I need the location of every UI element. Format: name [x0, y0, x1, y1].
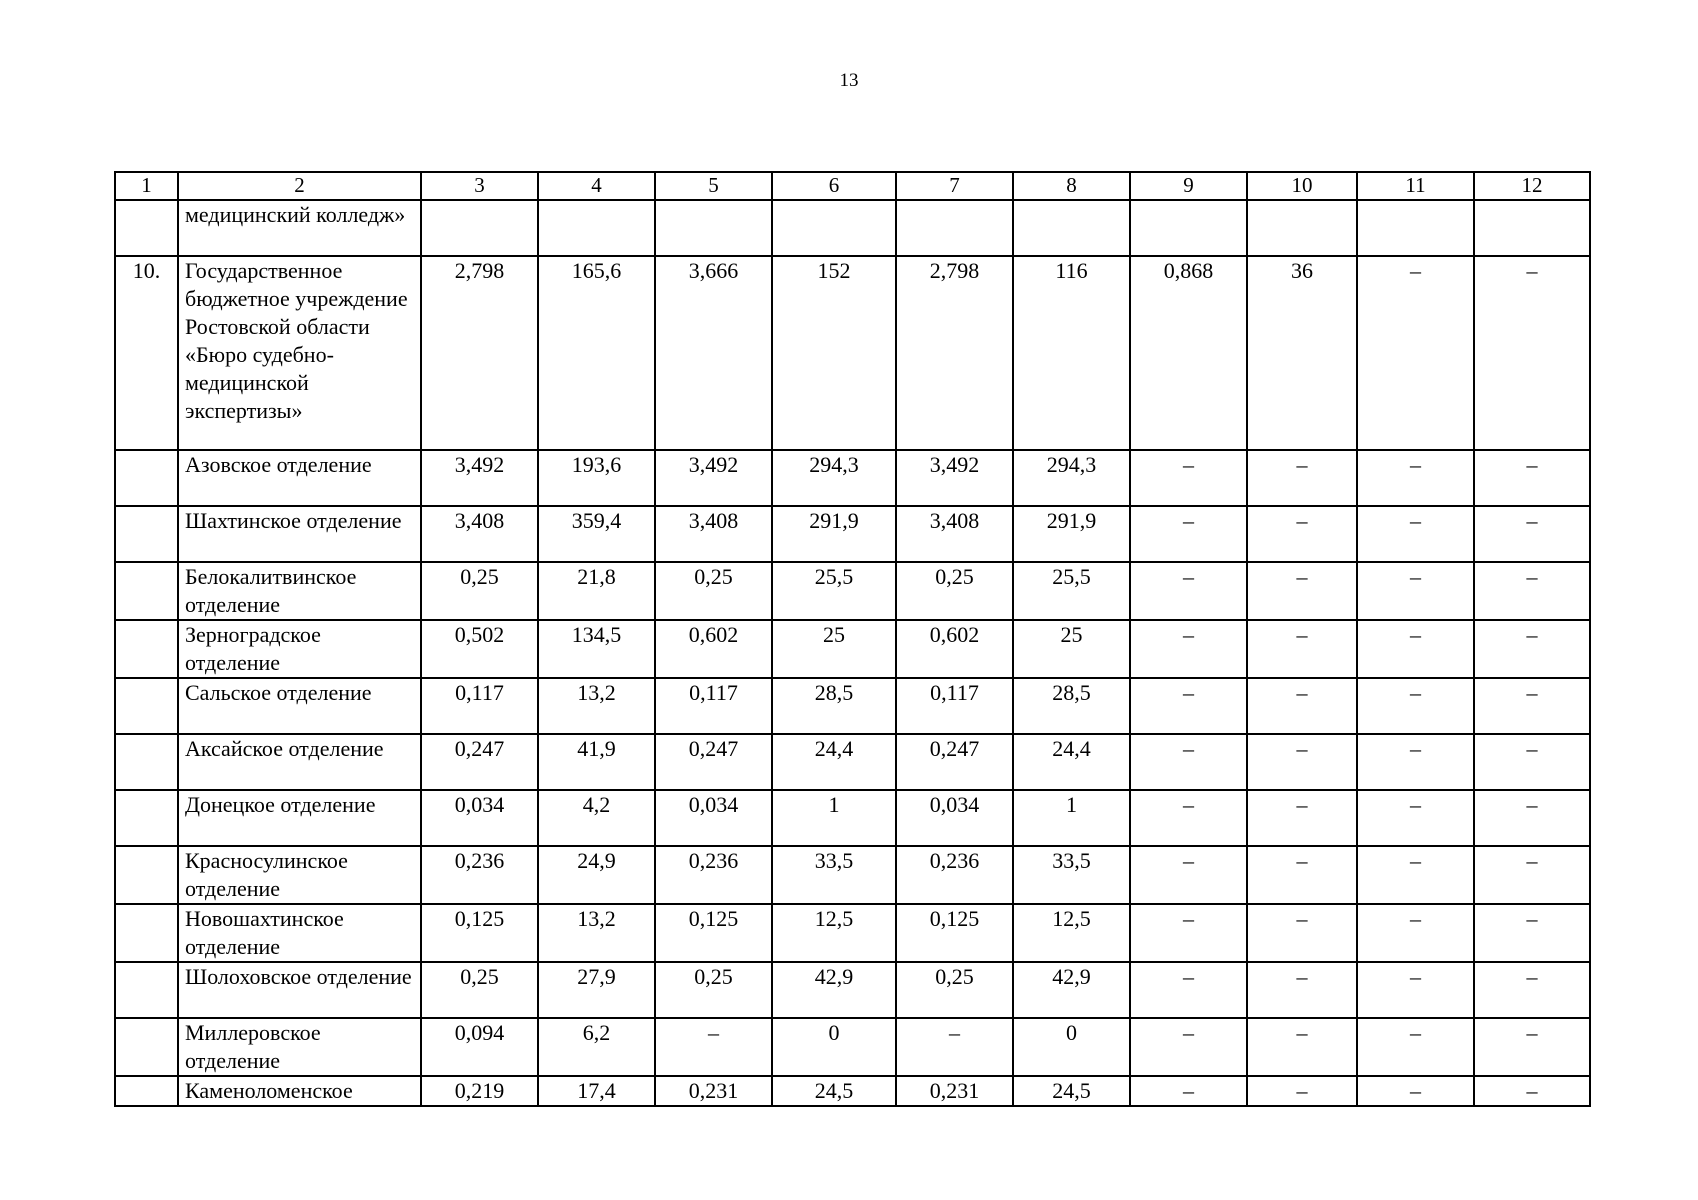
value-cell: 0,25 [896, 962, 1013, 1018]
value-cell: 0,25 [421, 962, 538, 1018]
value-cell: 4,2 [538, 790, 655, 846]
column-header: 6 [772, 172, 896, 200]
value-cell: – [1130, 734, 1247, 790]
value-cell: 0,034 [896, 790, 1013, 846]
value-cell: – [1130, 678, 1247, 734]
value-cell: 25 [772, 620, 896, 678]
row-number: 10. [115, 256, 178, 450]
value-cell: – [1357, 506, 1474, 562]
column-header: 8 [1013, 172, 1130, 200]
table-row [115, 200, 1590, 256]
value-cell: – [1247, 678, 1357, 734]
value-cell: 36 [1247, 256, 1357, 450]
value-cell: – [1130, 962, 1247, 1018]
value-cell: 3,408 [896, 506, 1013, 562]
value-cell: – [1130, 904, 1247, 962]
value-cell: – [1247, 904, 1357, 962]
value-cell: 6,2 [538, 1018, 655, 1076]
value-cell: 3,666 [655, 256, 772, 450]
value-cell [772, 200, 896, 256]
column-header: 1 [115, 172, 178, 200]
value-cell: 0,236 [896, 846, 1013, 904]
value-cell: 0,247 [655, 734, 772, 790]
value-cell: – [1357, 562, 1474, 620]
value-cell: – [1130, 506, 1247, 562]
value-cell: 0,602 [896, 620, 1013, 678]
column-header: 10 [1247, 172, 1357, 200]
table-row [115, 904, 1590, 962]
value-cell: 25 [1013, 620, 1130, 678]
value-cell: 24,5 [1013, 1076, 1130, 1106]
value-cell: – [1247, 562, 1357, 620]
row-number [115, 1076, 178, 1106]
value-cell: 3,492 [896, 450, 1013, 506]
table-row [115, 1018, 1590, 1076]
value-cell: – [1247, 506, 1357, 562]
value-cell: – [896, 1018, 1013, 1076]
value-cell: – [1130, 450, 1247, 506]
value-cell: – [1474, 962, 1590, 1018]
table-row [115, 450, 1590, 506]
value-cell: 294,3 [1013, 450, 1130, 506]
column-header: 12 [1474, 172, 1590, 200]
value-cell: 0,117 [421, 678, 538, 734]
value-cell: – [1357, 904, 1474, 962]
value-cell: – [1247, 620, 1357, 678]
row-number [115, 734, 178, 790]
row-name: Государственное бюджетное учреждение Ростовской области «Бюро судебно-медицинской экспертизы» [178, 256, 421, 450]
value-cell: 116 [1013, 256, 1130, 450]
value-cell: 0,117 [655, 678, 772, 734]
value-cell: 0 [772, 1018, 896, 1076]
value-cell: 0,502 [421, 620, 538, 678]
value-cell: 0,125 [655, 904, 772, 962]
row-number [115, 790, 178, 846]
value-cell: – [1130, 620, 1247, 678]
value-cell: 24,4 [1013, 734, 1130, 790]
value-cell: – [1357, 962, 1474, 1018]
value-cell: – [1247, 450, 1357, 506]
value-cell: – [1130, 790, 1247, 846]
value-cell: – [1357, 450, 1474, 506]
row-number [115, 562, 178, 620]
value-cell: 12,5 [1013, 904, 1130, 962]
value-cell: – [1357, 846, 1474, 904]
row-name: Красносулинское отделение [178, 846, 421, 904]
value-cell: 13,2 [538, 678, 655, 734]
value-cell: 28,5 [772, 678, 896, 734]
value-cell: 0,236 [655, 846, 772, 904]
value-cell: 25,5 [1013, 562, 1130, 620]
value-cell: 41,9 [538, 734, 655, 790]
value-cell: 1 [772, 790, 896, 846]
table-row [115, 256, 1590, 450]
value-cell: 0,125 [421, 904, 538, 962]
column-header: 9 [1130, 172, 1247, 200]
value-cell: – [1474, 846, 1590, 904]
value-cell: – [1130, 562, 1247, 620]
data-table [114, 171, 1591, 1107]
value-cell: 28,5 [1013, 678, 1130, 734]
value-cell: 3,492 [655, 450, 772, 506]
value-cell: – [1474, 450, 1590, 506]
value-cell: – [1474, 790, 1590, 846]
value-cell: 0,25 [896, 562, 1013, 620]
value-cell: – [1474, 256, 1590, 450]
value-cell: 0,25 [421, 562, 538, 620]
table-row [115, 962, 1590, 1018]
value-cell: 25,5 [772, 562, 896, 620]
value-cell: 0,231 [896, 1076, 1013, 1106]
value-cell: 0,247 [421, 734, 538, 790]
value-cell: – [1130, 1018, 1247, 1076]
row-number [115, 620, 178, 678]
table-row [115, 790, 1590, 846]
value-cell: 165,6 [538, 256, 655, 450]
value-cell: – [1247, 1018, 1357, 1076]
column-header: 11 [1357, 172, 1474, 200]
row-number [115, 450, 178, 506]
column-header: 2 [178, 172, 421, 200]
value-cell: – [1357, 790, 1474, 846]
value-cell: 1 [1013, 790, 1130, 846]
value-cell: – [1130, 1076, 1247, 1106]
value-cell: – [1247, 790, 1357, 846]
value-cell [1357, 200, 1474, 256]
value-cell: 12,5 [772, 904, 896, 962]
row-name: Белокалитвинское отделение [178, 562, 421, 620]
value-cell: – [1474, 1018, 1590, 1076]
value-cell: 2,798 [421, 256, 538, 450]
value-cell: – [1130, 846, 1247, 904]
value-cell [421, 200, 538, 256]
value-cell: 33,5 [772, 846, 896, 904]
value-cell: – [1357, 678, 1474, 734]
value-cell: 17,4 [538, 1076, 655, 1106]
value-cell [538, 200, 655, 256]
table-row [115, 506, 1590, 562]
value-cell: 0,219 [421, 1076, 538, 1106]
row-name: Донецкое отделение [178, 790, 421, 846]
value-cell [1013, 200, 1130, 256]
value-cell: – [1474, 904, 1590, 962]
value-cell: – [1357, 256, 1474, 450]
value-cell: 3,408 [421, 506, 538, 562]
value-cell: – [1247, 1076, 1357, 1106]
row-name: Новошахтинское отделение [178, 904, 421, 962]
value-cell: – [1247, 734, 1357, 790]
value-cell: 42,9 [772, 962, 896, 1018]
value-cell: – [1247, 846, 1357, 904]
table-header-row [115, 172, 1590, 200]
row-number [115, 506, 178, 562]
value-cell: 291,9 [1013, 506, 1130, 562]
column-header: 3 [421, 172, 538, 200]
value-cell: 24,9 [538, 846, 655, 904]
value-cell: 294,3 [772, 450, 896, 506]
value-cell: 3,492 [421, 450, 538, 506]
value-cell: 33,5 [1013, 846, 1130, 904]
value-cell: 24,4 [772, 734, 896, 790]
value-cell: – [1357, 1076, 1474, 1106]
row-name: медицинский колледж» [178, 200, 421, 256]
row-name: Аксайское отделение [178, 734, 421, 790]
row-number [115, 904, 178, 962]
value-cell: 0,117 [896, 678, 1013, 734]
value-cell: 24,5 [772, 1076, 896, 1106]
column-header: 7 [896, 172, 1013, 200]
value-cell: – [1357, 620, 1474, 678]
value-cell: 13,2 [538, 904, 655, 962]
table-row [115, 846, 1590, 904]
value-cell: – [655, 1018, 772, 1076]
row-number [115, 962, 178, 1018]
value-cell: 0,231 [655, 1076, 772, 1106]
value-cell: 3,408 [655, 506, 772, 562]
value-cell: – [1474, 734, 1590, 790]
value-cell: – [1474, 1076, 1590, 1106]
row-name: Миллеровское отделение [178, 1018, 421, 1076]
value-cell [896, 200, 1013, 256]
value-cell: 359,4 [538, 506, 655, 562]
table-row [115, 678, 1590, 734]
value-cell: 0,25 [655, 562, 772, 620]
value-cell: – [1474, 620, 1590, 678]
value-cell [655, 200, 772, 256]
column-header: 4 [538, 172, 655, 200]
value-cell: 0,868 [1130, 256, 1247, 450]
value-cell: – [1474, 562, 1590, 620]
value-cell: 0,25 [655, 962, 772, 1018]
value-cell: 291,9 [772, 506, 896, 562]
value-cell: 152 [772, 256, 896, 450]
row-name: Сальское отделение [178, 678, 421, 734]
table-body [115, 172, 1590, 1106]
value-cell: – [1474, 678, 1590, 734]
value-cell [1130, 200, 1247, 256]
value-cell: – [1357, 1018, 1474, 1076]
value-cell [1474, 200, 1590, 256]
table-row [115, 734, 1590, 790]
row-name: Шахтинское отделение [178, 506, 421, 562]
row-name: Каменоломенское [178, 1076, 421, 1106]
value-cell: 21,8 [538, 562, 655, 620]
value-cell: 0,034 [421, 790, 538, 846]
row-number [115, 1018, 178, 1076]
value-cell: 0,034 [655, 790, 772, 846]
page-number: 13 [839, 70, 859, 91]
table-row [115, 620, 1590, 678]
column-header: 5 [655, 172, 772, 200]
value-cell: 0 [1013, 1018, 1130, 1076]
value-cell: 0,125 [896, 904, 1013, 962]
value-cell: 134,5 [538, 620, 655, 678]
value-cell: 27,9 [538, 962, 655, 1018]
row-number [115, 678, 178, 734]
value-cell: – [1357, 734, 1474, 790]
row-number [115, 200, 178, 256]
value-cell: 2,798 [896, 256, 1013, 450]
row-number [115, 846, 178, 904]
value-cell: 0,602 [655, 620, 772, 678]
value-cell: 193,6 [538, 450, 655, 506]
value-cell: – [1474, 506, 1590, 562]
value-cell [1247, 200, 1357, 256]
value-cell: 0,247 [896, 734, 1013, 790]
row-name: Зерноградское отделение [178, 620, 421, 678]
table-row [115, 562, 1590, 620]
table-row [115, 1076, 1590, 1106]
row-name: Шолоховское отделение [178, 962, 421, 1018]
value-cell: – [1247, 962, 1357, 1018]
value-cell: 0,236 [421, 846, 538, 904]
row-name: Азовское отделение [178, 450, 421, 506]
value-cell: 42,9 [1013, 962, 1130, 1018]
value-cell: 0,094 [421, 1018, 538, 1076]
